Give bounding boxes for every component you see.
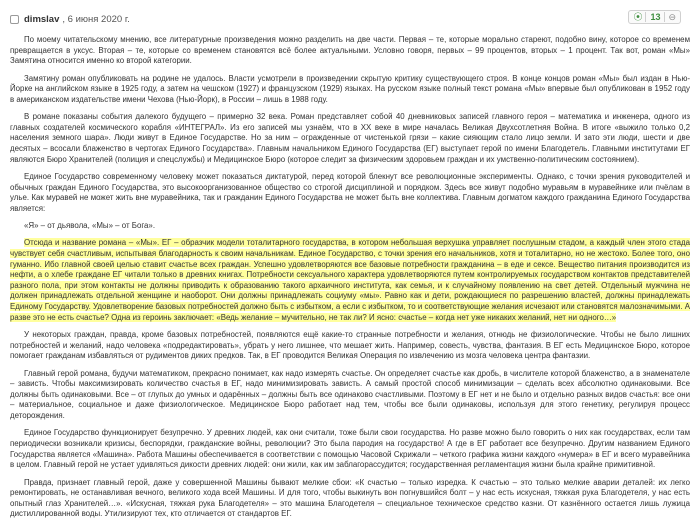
paragraph: По моему читательскому мнению, все литературные произведения можно разделить на две части. Первая – те, которые морально стареют, подобно вину, которое со временем превращается в уксус. Вторая – те, которые со временем становятся всё более актуальными. Условно говоря, первых – 99 процентов, вторых – 1 процент. Так вот, роман «Мы» Замятина относится именно ко второй категории. [10,35,690,66]
author-link[interactable]: dimslav [24,13,60,25]
select-checkbox[interactable] [10,15,19,24]
paragraph: Замятину роман опубликовать на родине не удалось. Власти усмотрели в произведении скрытую критику существующего строя. В конце концов роман «Мы» был издан в Нью-Йорке на английском языке в 1925 году, а затем на чешском (1927) и французском (1929) языках. На русском языке полный текст романа «Мы» впервые был опубликован в 1952 году в американском издательстве имени Чехова (Нью-Йорк), в России – лишь в 1988 году. [10,73,690,104]
paragraph: В романе показаны события далекого будущего – примерно 32 века. Роман представляет собой 40 дневниковых записей главного героя – математика и инженера, одного из главных создателей космического корабля «ИНТЕГРАЛ». Из его записей мы узнаём, что в XX веке в мире началась Великая Двухсотлетняя Война. В итоге «выжило только 0,2 населения земного шара». Люди живут в Единое Государстве. Но за ним – огражденные от чистенькой грязи – какие сияющим стало лицо земли. И зато эти люди, шести и две десятых – всосали блаженство в чертогах Единого Государства». Главным начальником Единого Государства (ЕГ) выступает герой по имени Благодетель. Главными институтами ЕГ являются Бюро Хранителей (полиция и спецслужбы) и Медицинское Бюро (которое следит за физическим здоровьем граждан и их умственно-политическим состоянием). [10,112,690,164]
highlighted-paragraph [10,238,690,323]
highlighted-text: Отсюда и название романа – «Мы». ЕГ – образчик модели тоталитарного государства, в котором небольшая верхушка управляет послушным стадом, а каждый член этого стада чувствует себя счастливым, испытывая благодарность к своим начальникам. Единое Государство, с точки зрения его начальников, хотя и тоталитарно, но не жестоко. Более того, оно гуманно. Ибо главной своей целью ставит счастье всех граждан. Успешно удовлетворяются все базовые потребности гражданина – в еде и сексе. Вещество питания производится из нефти, а о хлебе граждане ЕГ читали только в древних книгах. Потребности сексуального характера удовлетворяются путем контролируемых государством контактов представителей разного пола, при этом контакты не должны приводить к образованию такого архаичного института, как семья, и к случайному появлению на свет детей. Отдельный мужчина не должен принадлежать отдельной женщине и наоборот. Они должны принадлежать социуму «мы». Равно как и дети, рождающиеся по разрешению властей, должны принадлежать Единому Государству. Удовлетворение базовых потребностей должно быть с избытком, а если с избытком, то и соответствующие желания исчезают или становятся малозначимыми. А разве это не есть счастье? Одна из героинь заключает: «Ведь желание – мучительно, не так ли? И ясно: счастье – когда нет уже никаких желаний, нет ни одного…» [10,238,690,322]
paragraph: У некоторых граждан, правда, кроме базовых потребностей, появляются ещё какие-то странные потребности и желания, отнюдь не физиологические. Чтобы не было лишних потребностей и желаний, надо человека «подредактировать», убрать у него лишнее, что мешает жить. Например, совесть, чувства, фантазия. В ЕГ есть Медицинское Бюро, которое помогает гражданам избавляться от рудиментов диких предков. Так, в ЕГ проводится Великая Операция по извлечению из мозга человека центра фантазии. [10,330,690,361]
thumbs-up-icon[interactable]: ⦿ [633,11,643,22]
thumbs-down-icon[interactable]: ⊖ [668,11,676,22]
vote-widget [628,10,681,24]
vote-divider [664,12,665,22]
paragraph: Главный герой романа, будучи математиком, прекрасно понимает, как надо измерять счастье. Он определяет счастье как дробь, в числителе которой блаженство, а в знаменателе – зависть. Чтобы максимизировать количество счастья в ЕГ, надо минимизировать зависть. А самый простой способ минимизации – сделать всех абсолютно одинаковыми. Все должны быть одинаковыми. Все – от глупых до умных и одарённых – должны быть все одинаково счастливыми. Поэтому в ЕГ нет и не было и отдельно разных видов счастья: все они – материальное, социальное и даже физиологическое. Медицинское Бюро работает над тем, чтобы все были одинаковы, используя для этого генетику, регулируя процесс деторождения. [10,368,690,420]
post-header [10,9,690,29]
review-text [10,35,690,520]
vote-divider [645,12,646,22]
paragraph: Единое Государство функционирует безупречно. У древних людей, как они считали, тоже были свои государства. Но разве можно было говорить о них как государствах, если там периодически возникали кризисы, беспорядки, гражданские войны, революции? Это была пародия на государство! А где в ЕГ работает все безупречно. Другим названием Единого Государства является «Машина». Работа Машины обеспечивается в соответствии с помощью Часовой Скрижали – четкого графика жизни каждого «нумера» в ЕГ и всего муравейника в целом. Главный герой не устает удивляться дикости древних людей: они жили, как им заблагорассудится; государственная регламентация жизни была крайне примитивной. [10,428,690,470]
quote-paragraph: «Я» – от дьявола, «Мы» – от Бога». [24,221,156,231]
paragraph: Единое Государство современному человеку может показаться диктатурой, перед которой блекнут все революционные эксперименты. Однако, с точки зрения руководителей и обычных граждан Единого Государства, это высокоорганизованное общество со строгой дисциплиной и порядком. Здесь все живут подобно муравьям в муравейнике или пчёлам в улье. Как муравей не может жить вне муравейника, так и гражданин Единого Государства не может быть вне коллектива. Главным догматом каждого гражданина Единого Государства является: [10,171,690,213]
vote-score: 13 [650,12,661,22]
paragraph: Правда, признает главный герой, даже у совершенной Машины бывают мелкие сбои: «К счастью – только изредка. К счастью – это только мелкие аварии деталей: их легко ремонтировать, не останавливая вечного, великого хода всей Машины. И для того, чтобы выкинуть вон погнувшийся болт – у нас есть искусная, тяжкая рука Благодетеля, у нас есть опытный глаз Хранителей…». «Искусная, тяжкая рука Благодетеля» – это машина Благодетеля – специальное техническое средство казни. От казнённого остается лишь лужица дистиллированной воды. Утилизируют тех, кто отличается от стандартов ЕГ. [10,477,690,519]
post-date: , 6 июня 2020 г. [62,13,130,25]
